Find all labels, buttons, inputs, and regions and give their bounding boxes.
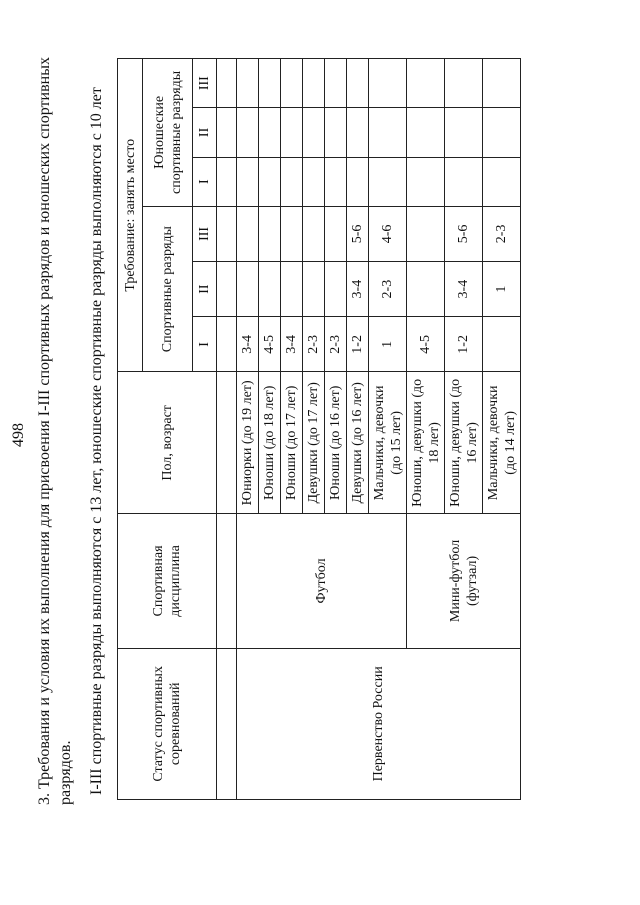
- youth-iii-cell: [483, 59, 521, 108]
- column-number: [217, 206, 237, 261]
- gender-age-cell: Девушки (до 16 лет): [347, 372, 369, 514]
- youth-ii-cell: [369, 108, 407, 157]
- youth-i-cell: [369, 157, 407, 206]
- rank-label: II: [193, 262, 217, 317]
- rank-iii-cell: 5-6: [445, 206, 483, 261]
- discipline-cell: Футбол: [237, 514, 407, 649]
- youth-i-cell: [407, 157, 445, 206]
- column-number: [217, 317, 237, 372]
- youth-ii-cell: [445, 108, 483, 157]
- column-number: [217, 648, 237, 799]
- youth-i-cell: [325, 157, 347, 206]
- rank-iii-cell: 4-6: [369, 206, 407, 261]
- youth-iii-cell: [325, 59, 347, 108]
- rank-iii-cell: [259, 206, 281, 261]
- youth-iii-cell: [259, 59, 281, 108]
- column-number: [217, 157, 237, 206]
- rank-iii-cell: [407, 206, 445, 261]
- youth-i-cell: [303, 157, 325, 206]
- youth-ii-cell: [483, 108, 521, 157]
- rank-iii-cell: [281, 206, 303, 261]
- youth-iii-cell: [407, 59, 445, 108]
- youth-ii-cell: [237, 108, 259, 157]
- gender-age-cell: Юноши (до 17 лет): [281, 372, 303, 514]
- rank-i-cell: 3-4: [237, 317, 259, 372]
- youth-ii-cell: [407, 108, 445, 157]
- rank-label: III: [193, 59, 217, 108]
- rank-iii-cell: 5-6: [347, 206, 369, 261]
- rank-i-cell: [483, 317, 521, 372]
- youth-ii-cell: [347, 108, 369, 157]
- youth-iii-cell: [347, 59, 369, 108]
- youth-ii-cell: [281, 108, 303, 157]
- rank-i-cell: 3-4: [281, 317, 303, 372]
- rank-ii-cell: [281, 262, 303, 317]
- column-number: [217, 514, 237, 649]
- youth-iii-cell: [237, 59, 259, 108]
- header-sport-ranks: Спортивные разряды: [143, 206, 193, 372]
- rank-label: I: [193, 317, 217, 372]
- youth-iii-cell: [369, 59, 407, 108]
- requirements-table: [117, 58, 521, 800]
- rank-ii-cell: 3-4: [347, 262, 369, 317]
- header-status: Статус спортивных соревнований: [118, 648, 217, 799]
- rank-i-cell: 1: [369, 317, 407, 372]
- header-requirement: Требование: занять место: [118, 59, 143, 372]
- youth-ii-cell: [325, 108, 347, 157]
- header-discipline: Спортивная дисциплина: [118, 514, 217, 649]
- gender-age-cell: Юноши (до 16 лет): [325, 372, 347, 514]
- rank-i-cell: 2-3: [303, 317, 325, 372]
- rank-iii-cell: 2-3: [483, 206, 521, 261]
- youth-i-cell: [281, 157, 303, 206]
- rank-ii-cell: [325, 262, 347, 317]
- gender-age-cell: Юниорки (до 19 лет): [237, 372, 259, 514]
- section-subheading: I-III спортивные разряды выполняются с 13 лет, юношеские спортивные разряды выполняются с 10 лет: [88, 87, 105, 795]
- rank-i-cell: 1-2: [347, 317, 369, 372]
- gender-age-cell: Мальчики, девочки (до 15 лет): [369, 372, 407, 514]
- column-number: [217, 372, 237, 514]
- rank-ii-cell: [303, 262, 325, 317]
- page-number: 498: [10, 423, 27, 447]
- column-number: [217, 59, 237, 108]
- youth-iii-cell: [281, 59, 303, 108]
- rank-ii-cell: [407, 262, 445, 317]
- youth-ii-cell: [303, 108, 325, 157]
- rank-ii-cell: 2-3: [369, 262, 407, 317]
- youth-i-cell: [259, 157, 281, 206]
- discipline-cell: Мини-футбол (футзал): [407, 514, 521, 649]
- rank-i-cell: 1-2: [445, 317, 483, 372]
- youth-ii-cell: [259, 108, 281, 157]
- section-heading: 3. Требования и условия их выполнения для присвоения I-III спортивных разрядов и юношеских спортивных разрядов.: [36, 57, 74, 805]
- gender-age-cell: Юноши, девушки (до 18 лет): [407, 372, 445, 514]
- status-cell: Первенство России: [237, 648, 521, 799]
- rank-i-cell: 4-5: [259, 317, 281, 372]
- gender-age-cell: Юноши, девушки (до 16 лет): [445, 372, 483, 514]
- rank-ii-cell: [237, 262, 259, 317]
- column-number: [217, 262, 237, 317]
- rank-ii-cell: [259, 262, 281, 317]
- rank-i-cell: 2-3: [325, 317, 347, 372]
- table-row: [237, 59, 259, 800]
- column-number-row: [217, 59, 237, 800]
- rank-iii-cell: [303, 206, 325, 261]
- gender-age-cell: Мальчики, девочки (до 14 лет): [483, 372, 521, 514]
- header-youth-ranks: Юношеские спортивные разряды: [143, 59, 193, 207]
- gender-age-cell: Юноши (до 18 лет): [259, 372, 281, 514]
- rank-label: I: [193, 157, 217, 206]
- rank-i-cell: 4-5: [407, 317, 445, 372]
- rank-iii-cell: [237, 206, 259, 261]
- youth-iii-cell: [445, 59, 483, 108]
- youth-i-cell: [483, 157, 521, 206]
- youth-i-cell: [347, 157, 369, 206]
- gender-age-cell: Девушки (до 17 лет): [303, 372, 325, 514]
- rank-ii-cell: 1: [483, 262, 521, 317]
- youth-i-cell: [237, 157, 259, 206]
- youth-i-cell: [445, 157, 483, 206]
- rank-label: III: [193, 206, 217, 261]
- rank-iii-cell: [325, 206, 347, 261]
- rank-label: II: [193, 108, 217, 157]
- rank-ii-cell: 3-4: [445, 262, 483, 317]
- column-number: [217, 108, 237, 157]
- header-gender-age: Пол, возраст: [118, 372, 217, 514]
- youth-iii-cell: [303, 59, 325, 108]
